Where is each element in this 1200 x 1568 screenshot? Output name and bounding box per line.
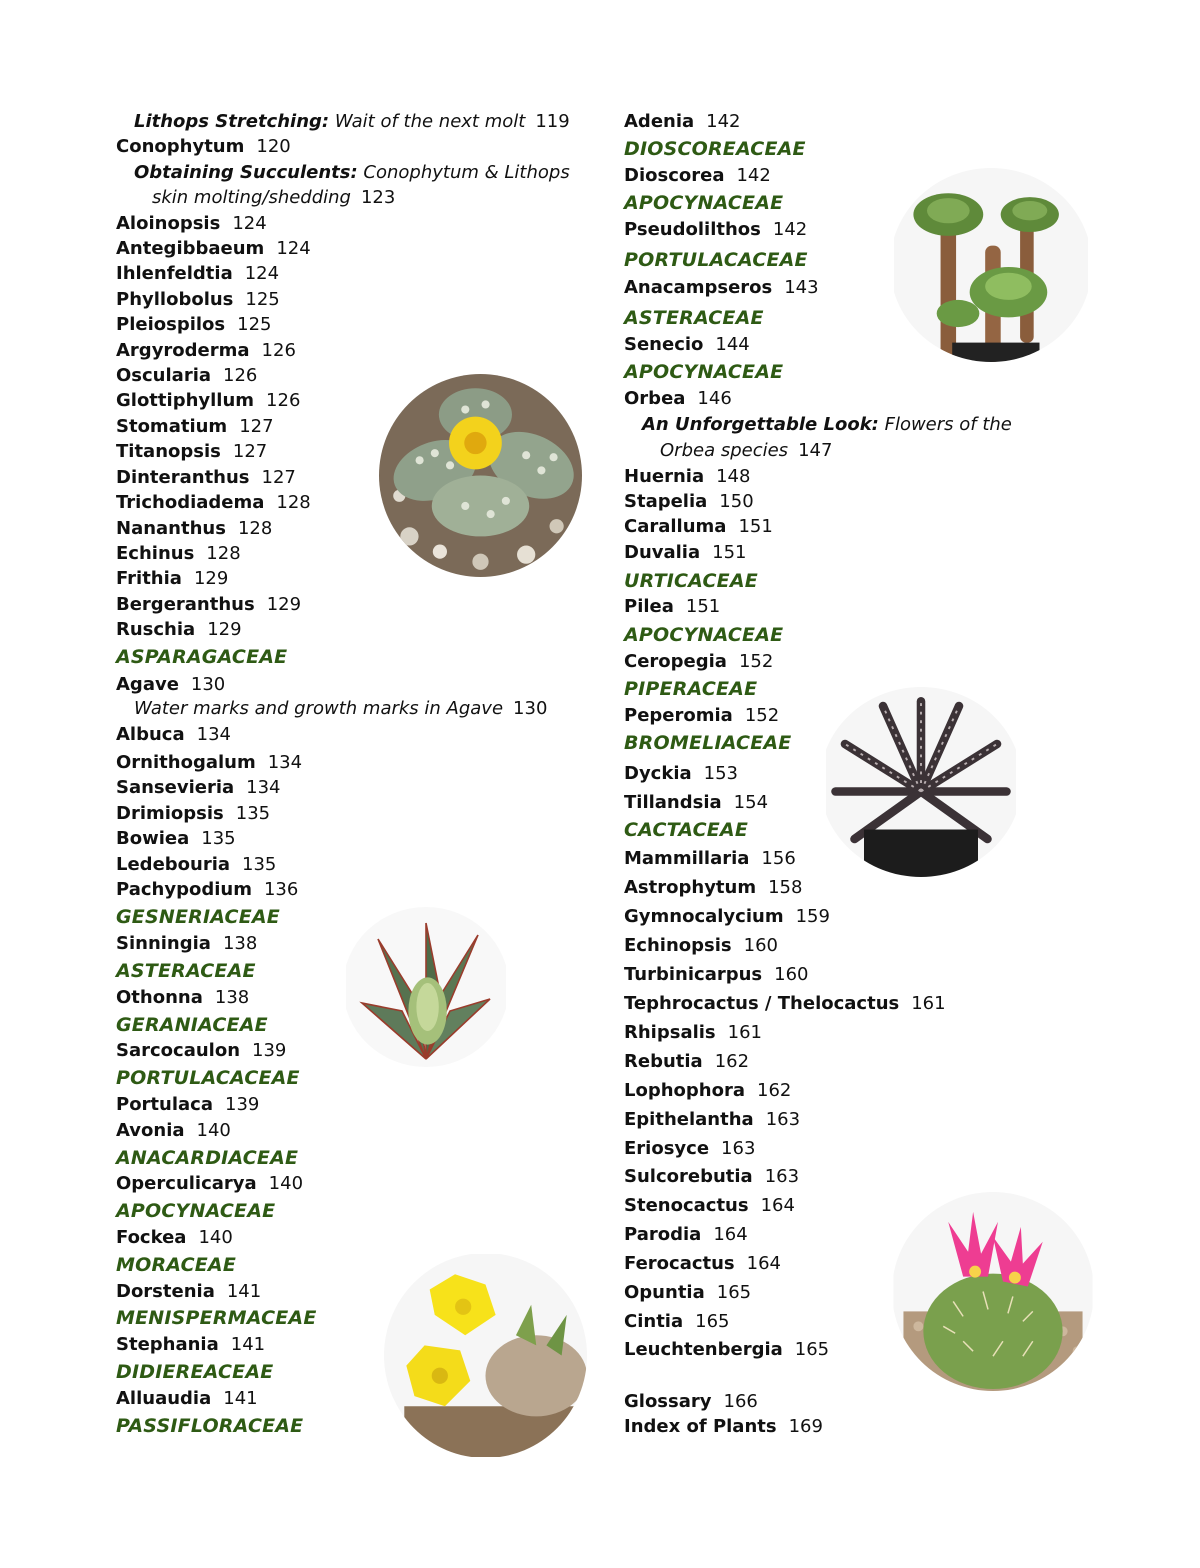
family-heading: GERANIACEAE (116, 1014, 268, 1036)
entry-title: Drimiopsis (116, 803, 224, 824)
entry-page: 126 (223, 365, 258, 386)
toc-entry (116, 443, 267, 461)
toc-entry (116, 570, 228, 588)
toc-entry (116, 726, 231, 744)
toc-entry (116, 1042, 286, 1060)
family-heading: MENISPERMACEAE (116, 1307, 317, 1329)
toc-subentry (134, 113, 570, 131)
entry-title: Stenocactus (624, 1195, 749, 1216)
toc-entry (116, 596, 301, 614)
family-heading: ASTERACEAE (116, 960, 256, 982)
entry-title: Orbea (624, 388, 686, 409)
entry-title: Turbinicarpus (624, 964, 763, 985)
subentry-text: Conophytum & Lithops (357, 162, 570, 183)
entry-page: 163 (764, 1166, 800, 1187)
toc-entry (116, 881, 298, 899)
toc-entry (116, 1390, 258, 1408)
family-heading: PASSIFLORACEAE (116, 1415, 304, 1437)
toc-entry (624, 1197, 795, 1215)
entry-title: Portulaca (116, 1094, 213, 1115)
entry-page: 138 (222, 933, 258, 954)
entry-title: Rebutia (624, 1051, 703, 1072)
entry-page: 142 (736, 165, 771, 186)
entry-page: 151 (738, 516, 773, 537)
entry-page: 153 (703, 763, 738, 784)
entry-title: Antegibbaeum (116, 238, 265, 259)
entry-page: 135 (201, 828, 236, 849)
entry-page: 134 (246, 777, 281, 798)
toc-entry (624, 113, 741, 131)
family-heading: APOCYNACEAE (624, 361, 784, 383)
toc-entry (624, 1140, 755, 1158)
entry-title: Sarcocaulon (116, 1040, 241, 1061)
entry-title: Pachypodium (116, 879, 252, 900)
entry-title: Dioscorea (624, 165, 725, 186)
entry-title: Caralluma (624, 516, 727, 537)
entry-page: 130 (190, 674, 226, 695)
toc-entry (624, 1111, 800, 1129)
toc-subentry-continued (152, 189, 395, 207)
toc-entry (116, 989, 249, 1007)
entry-page: 134 (196, 724, 231, 745)
entry-title: Argyroderma (116, 340, 250, 361)
entry-title: Stephania (116, 1334, 219, 1355)
entry-title: Duvalia (624, 542, 701, 563)
toc-entry (116, 1336, 265, 1354)
entry-title: Pseudolilthos (624, 219, 761, 240)
agave-photo (343, 907, 509, 1067)
entry-title: Stapelia (624, 491, 708, 512)
entry-page: 147 (798, 440, 833, 461)
entry-title: Adenia (624, 111, 695, 132)
subentry-lead: Obtaining Succulents: (134, 162, 358, 183)
entry-page: 138 (214, 987, 250, 1008)
entry-page: 166 (723, 1391, 758, 1412)
toc-entry (116, 342, 296, 360)
entry-title: Ferocactus (624, 1253, 735, 1274)
toc-entry (116, 856, 276, 874)
toc-entry (624, 1024, 762, 1042)
toc-entry (116, 779, 281, 797)
toc-entry (116, 520, 272, 538)
entry-title: Agave (116, 674, 179, 695)
entry-page: 160 (774, 964, 809, 985)
entry-title: Fockea (116, 1227, 187, 1248)
entry-page: 135 (235, 803, 271, 824)
entry-page: 154 (733, 792, 769, 813)
entry-title: Glottiphyllum (116, 390, 255, 411)
entry-title: Glossary (624, 1391, 712, 1412)
toc-entry (116, 830, 236, 848)
cactus-photo (892, 1192, 1094, 1391)
entry-title: Othonna (116, 987, 203, 1008)
entry-title: Oscularia (116, 365, 212, 386)
toc-entry (624, 765, 738, 783)
entry-title: Albuca (116, 724, 185, 745)
entry-page: 162 (714, 1051, 750, 1072)
entry-page: 164 (760, 1195, 795, 1216)
entry-page: 141 (226, 1281, 262, 1302)
subentry-text: Water marks and growth marks in Agave (134, 698, 504, 719)
entry-page: 158 (768, 877, 803, 898)
entry-page: 130 (513, 698, 548, 719)
entry-page: 140 (198, 1227, 233, 1248)
entry-title: Senecio (624, 334, 704, 355)
family-heading: PIPERACEAE (624, 678, 758, 700)
entry-title: Epithelantha (624, 1109, 754, 1130)
toc-entry (116, 291, 280, 309)
entry-title: Huernia (624, 466, 705, 487)
family-heading: CACTACEAE (624, 819, 749, 841)
subentry-text: Wait of the next molt (329, 111, 526, 132)
entry-page: 163 (721, 1138, 756, 1159)
toc-entry (116, 935, 257, 953)
entry-page: 165 (794, 1339, 830, 1360)
entry-page: 143 (784, 277, 819, 298)
entry-page: 119 (535, 111, 570, 132)
toc-entry (116, 1122, 231, 1140)
yellow-flower-photo (384, 1253, 587, 1458)
entry-page: 161 (911, 993, 946, 1014)
entry-title: Opuntia (624, 1282, 705, 1303)
toc-entry (624, 1082, 791, 1100)
entry-title: Dyckia (624, 763, 692, 784)
entry-page: 124 (276, 238, 311, 259)
toc-entry (624, 707, 779, 725)
toc-entry (116, 494, 311, 512)
toc-entry (624, 221, 807, 239)
toc-entry (624, 908, 830, 926)
toc-entry (624, 995, 946, 1013)
family-heading: PORTULACACEAE (116, 1067, 300, 1089)
toc-entry (624, 493, 754, 511)
entry-page: 159 (795, 906, 830, 927)
family-heading: DIDIEREACEAE (116, 1361, 274, 1383)
entry-page: 125 (237, 314, 272, 335)
subentry-text: Flowers of the (878, 414, 1012, 435)
entry-title: Nananthus (116, 518, 226, 539)
entry-page: 140 (196, 1120, 231, 1141)
toc-entry (624, 468, 750, 486)
entry-title: Sinningia (116, 933, 211, 954)
entry-page: 151 (685, 596, 721, 617)
family-heading: DIOSCOREACEAE (624, 138, 806, 160)
family-heading: ANACARDIACEAE (116, 1147, 299, 1169)
toc-entry (116, 392, 300, 410)
entry-page: 126 (266, 390, 301, 411)
subentry-text: Orbea species (660, 440, 789, 461)
entry-title: Dorstenia (116, 1281, 215, 1302)
entry-page: 141 (223, 1388, 258, 1409)
entry-title: Conophytum (116, 136, 245, 157)
dyckia-photo (820, 687, 1022, 877)
toc-entry (624, 518, 773, 536)
toc-entry (624, 336, 750, 354)
family-heading: BROMELIACEAE (624, 732, 792, 754)
toc-entry (624, 1255, 781, 1273)
toc-entry (116, 138, 291, 156)
entry-title: Echinopsis (624, 935, 732, 956)
entry-title: Pleiospilos (116, 314, 226, 335)
family-heading: GESNERIACEAE (116, 906, 280, 928)
family-heading: APOCYNACEAE (624, 192, 784, 214)
toc-entry (624, 1418, 823, 1436)
toc-entry (116, 240, 311, 258)
entry-page: 152 (738, 651, 774, 672)
entry-title: Alluaudia (116, 1388, 212, 1409)
family-heading: MORACEAE (116, 1254, 237, 1276)
entry-title: Echinus (116, 543, 195, 564)
entry-page: 139 (225, 1094, 260, 1115)
entry-title: Eriosyce (624, 1138, 710, 1159)
entry-page: 127 (239, 416, 274, 437)
entry-page: 142 (772, 219, 808, 240)
entry-page: 136 (263, 879, 299, 900)
entry-page: 144 (715, 334, 750, 355)
entry-title: Bergeranthus (116, 594, 255, 615)
entry-page: 129 (266, 594, 302, 615)
entry-title: Aloinopsis (116, 213, 221, 234)
entry-title: Sansevieria (116, 777, 235, 798)
family-heading: ASPARAGACEAE (116, 646, 288, 668)
toc-subentry (642, 416, 1012, 434)
toc-entry (624, 879, 802, 897)
toc-entry (624, 1226, 748, 1244)
subentry-text: skin molting/shedding (152, 187, 351, 208)
toc-entry (116, 1283, 261, 1301)
toc-entry (116, 545, 241, 563)
entry-title: Ruschia (116, 619, 196, 640)
toc-entry (624, 1284, 751, 1302)
entry-page: 128 (206, 543, 241, 564)
entry-title: Gymnocalycium (624, 906, 784, 927)
entry-title: Pilea (624, 596, 674, 617)
entry-title: Ceropegia (624, 651, 727, 672)
entry-page: 124 (232, 213, 267, 234)
aeonium-photo (890, 168, 1092, 362)
entry-page: 123 (360, 187, 396, 208)
entry-title: Sulcorebutia (624, 1166, 753, 1187)
toc-entry (116, 469, 296, 487)
entry-title: Stomatium (116, 416, 228, 437)
entry-title: Avonia (116, 1120, 185, 1141)
toc-entry (624, 937, 778, 955)
entry-page: 164 (746, 1253, 781, 1274)
family-heading: APOCYNACEAE (624, 624, 784, 646)
toc-entry (624, 279, 819, 297)
subentry-lead: An Unforgettable Look: (642, 414, 879, 435)
toc-subentry (134, 164, 570, 182)
subentry-lead: Lithops Stretching: (134, 111, 330, 132)
family-heading: URTICACEAE (624, 570, 758, 592)
entry-page: 126 (261, 340, 296, 361)
entry-page: 165 (695, 1311, 730, 1332)
entry-page: 165 (716, 1282, 752, 1303)
entry-page: 134 (267, 752, 303, 773)
entry-title: Phyllobolus (116, 289, 234, 310)
toc-entry (116, 676, 225, 694)
toc-entry (116, 418, 274, 436)
toc-entry (116, 1175, 303, 1193)
toc-entry (624, 653, 773, 671)
entry-page: 146 (697, 388, 732, 409)
family-heading: APOCYNACEAE (116, 1200, 276, 1222)
toc-entry (116, 367, 257, 385)
toc-entry (116, 621, 242, 639)
entry-page: 139 (252, 1040, 287, 1061)
entry-page: 164 (713, 1224, 748, 1245)
entry-page: 148 (716, 466, 751, 487)
entry-page: 129 (193, 568, 229, 589)
entry-page: 128 (237, 518, 273, 539)
entry-title: Operculicarya (116, 1173, 257, 1194)
toc-entry (116, 805, 270, 823)
toc-entry (116, 265, 279, 283)
toc-entry (624, 794, 768, 812)
entry-page: 162 (757, 1080, 792, 1101)
entry-page: 128 (276, 492, 311, 513)
entry-title: Rhipsalis (624, 1022, 716, 1043)
entry-title: Frithia (116, 568, 182, 589)
entry-page: 150 (719, 491, 754, 512)
toc-entry (116, 1229, 233, 1247)
toc-entry (116, 316, 271, 334)
entry-title: Titanopsis (116, 441, 221, 462)
toc-subentry-continued (660, 442, 832, 460)
entry-page: 169 (788, 1416, 823, 1437)
entry-page: 127 (232, 441, 268, 462)
entry-title: Ihlenfeldtia (116, 263, 233, 284)
toc-entry (624, 167, 771, 185)
entry-page: 160 (743, 935, 778, 956)
entry-title: Parodia (624, 1224, 702, 1245)
entry-title: Lophophora (624, 1080, 745, 1101)
entry-title: Tillandsia (624, 792, 722, 813)
toc-entry (624, 544, 746, 562)
entry-page: 151 (712, 542, 747, 563)
entry-title: Astrophytum (624, 877, 757, 898)
entry-page: 120 (256, 136, 291, 157)
toc-entry (116, 1096, 259, 1114)
entry-title: Bowiea (116, 828, 190, 849)
toc-entry (624, 1341, 829, 1359)
entry-page: 152 (744, 705, 780, 726)
entry-page: 156 (761, 848, 796, 869)
entry-title: Ledebouria (116, 854, 231, 875)
entry-title: Peperomia (624, 705, 733, 726)
entry-title: Tephrocactus / Thelocactus (624, 993, 900, 1014)
entry-page: 163 (765, 1109, 801, 1130)
entry-page: 125 (245, 289, 280, 310)
toc-entry (116, 215, 267, 233)
entry-page: 141 (230, 1334, 266, 1355)
entry-title: Leuchtenbergia (624, 1339, 783, 1360)
toc-entry (624, 1053, 749, 1071)
toc-entry (624, 850, 796, 868)
entry-page: 161 (727, 1022, 763, 1043)
toc-entry (624, 390, 732, 408)
entry-title: Dinteranthus (116, 467, 250, 488)
entry-title: Index of Plants (624, 1416, 777, 1437)
toc-entry (116, 754, 302, 772)
entry-title: Cintia (624, 1311, 684, 1332)
entry-page: 127 (261, 467, 296, 488)
entry-title: Anacampseros (624, 277, 773, 298)
toc-entry (624, 966, 809, 984)
toc-entry (624, 598, 720, 616)
toc-entry (624, 1168, 799, 1186)
entry-title: Ornithogalum (116, 752, 256, 773)
entry-page: 135 (242, 854, 277, 875)
titanopsis-photo (379, 374, 582, 577)
toc-subentry (134, 700, 547, 718)
entry-title: Trichodiadema (116, 492, 265, 513)
entry-page: 124 (244, 263, 280, 284)
entry-page: 129 (207, 619, 242, 640)
toc-entry (624, 1393, 758, 1411)
entry-page: 140 (268, 1173, 304, 1194)
entry-title: Mammillaria (624, 848, 750, 869)
family-heading: ASTERACEAE (624, 307, 764, 329)
entry-page: 142 (706, 111, 741, 132)
family-heading: PORTULACACEAE (624, 249, 808, 271)
toc-entry (624, 1313, 729, 1331)
